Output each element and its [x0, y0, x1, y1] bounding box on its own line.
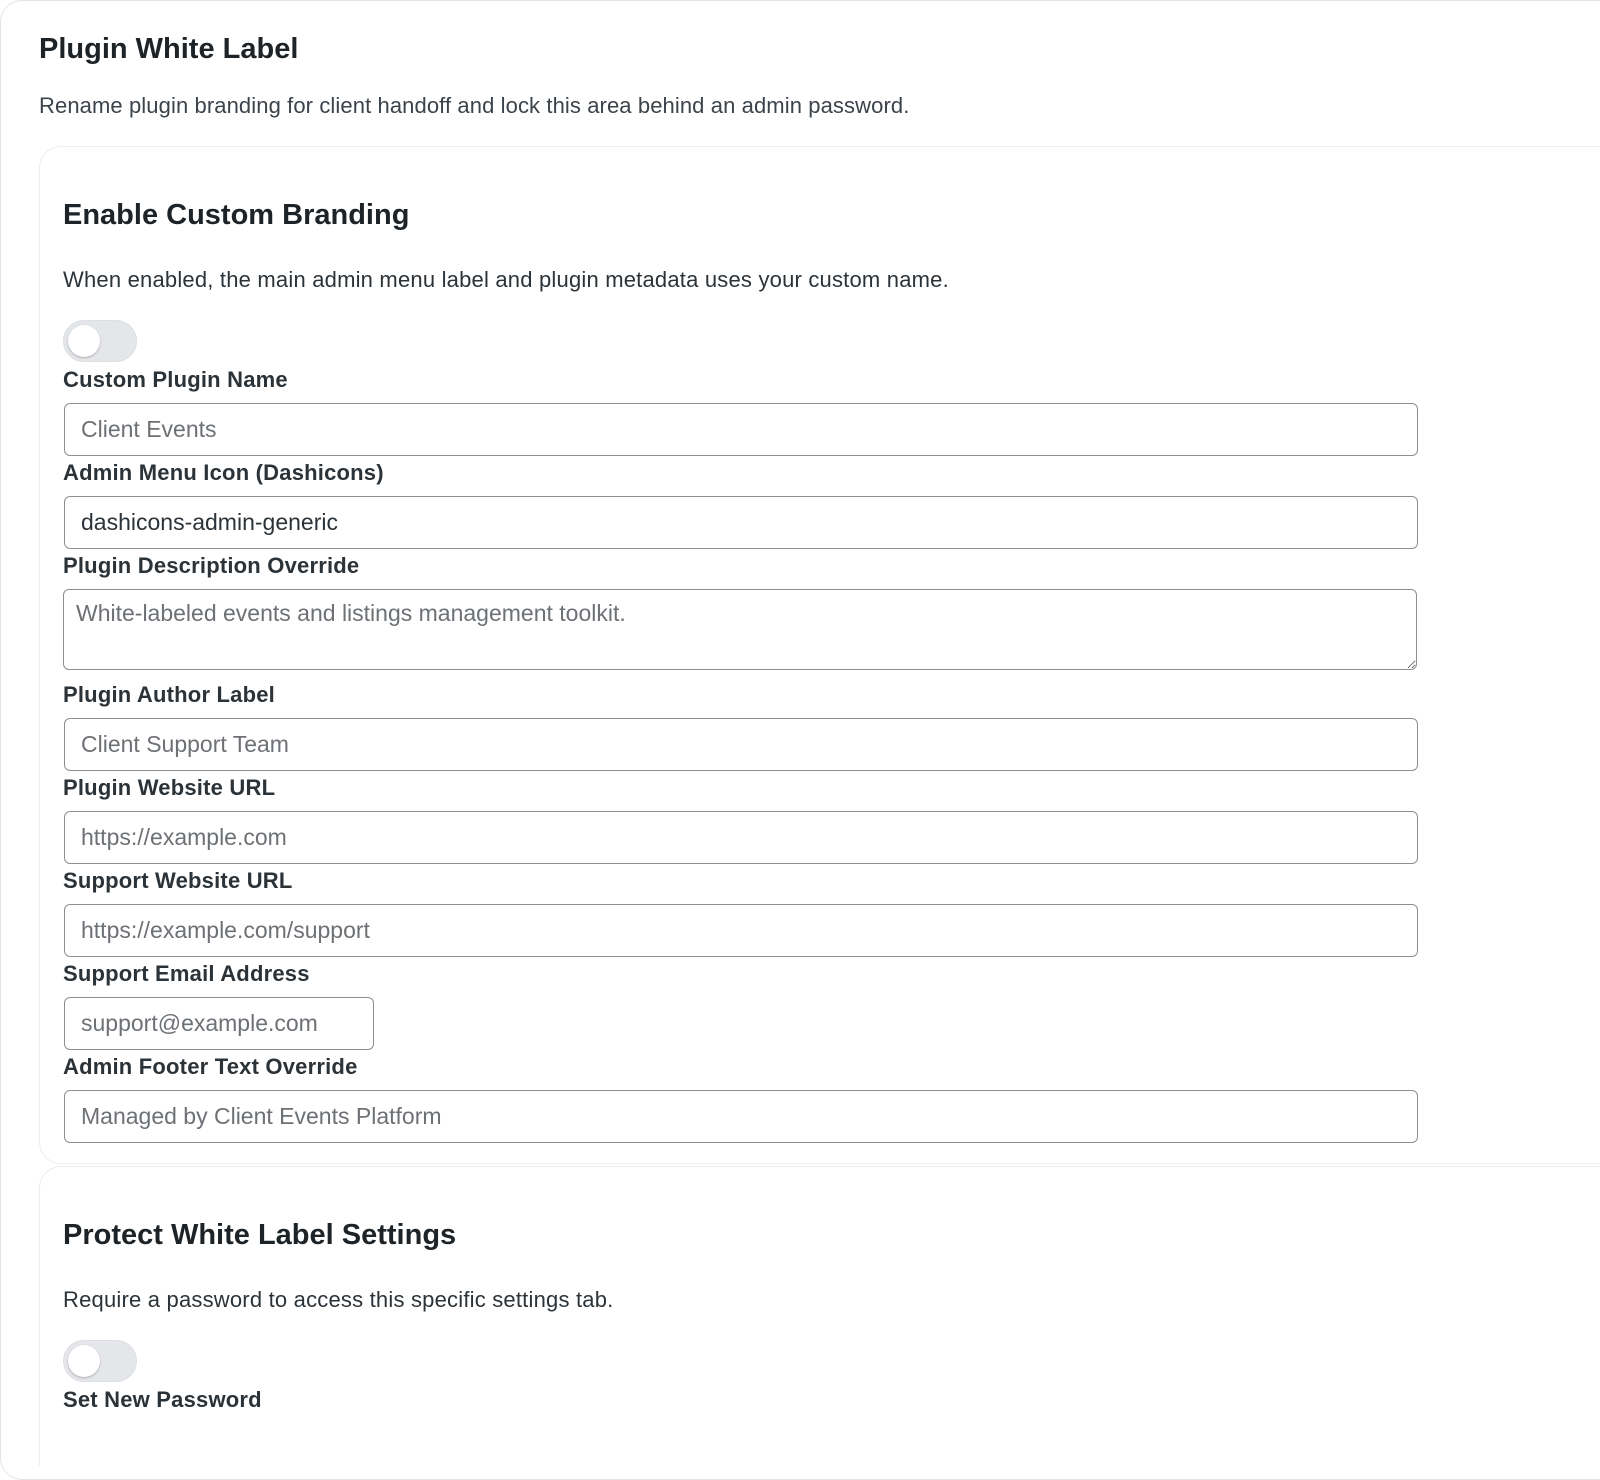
custom-branding-card: [39, 146, 1600, 1164]
plugin-website-label: Plugin Website URL: [63, 775, 276, 800]
toggle-knob: [68, 1345, 100, 1377]
toggle-knob: [68, 325, 100, 357]
admin-footer-label: Admin Footer Text Override: [63, 1054, 358, 1079]
plugin-author-label: Plugin Author Label: [63, 682, 275, 707]
protect-settings-card: [39, 1166, 1600, 1466]
page-description: Rename plugin branding for client handoff and lock this area behind an admin password.: [39, 93, 910, 118]
custom-plugin-name-label: Custom Plugin Name: [63, 367, 288, 392]
support-email-label: Support Email Address: [63, 961, 310, 986]
plugin-description-label: Plugin Description Override: [63, 553, 360, 578]
admin-menu-icon-label: Admin Menu Icon (Dashicons): [63, 460, 384, 485]
admin-menu-icon-input[interactable]: [64, 496, 1418, 549]
page-title: Plugin White Label: [39, 33, 299, 65]
protect-settings-title: Protect White Label Settings: [63, 1219, 457, 1251]
support-email-input[interactable]: [64, 997, 374, 1050]
support-website-input[interactable]: [64, 904, 1418, 957]
plugin-website-input[interactable]: [64, 811, 1418, 864]
custom-branding-description: When enabled, the main admin menu label and plugin metadata uses your custom name.: [63, 267, 949, 292]
plugin-description-textarea[interactable]: [63, 589, 1417, 670]
support-website-label: Support Website URL: [63, 868, 293, 893]
plugin-author-input[interactable]: [64, 718, 1418, 771]
protect-settings-toggle[interactable]: [63, 1340, 137, 1382]
protect-settings-description: Require a password to access this specific settings tab.: [63, 1287, 614, 1312]
custom-branding-toggle[interactable]: [63, 320, 137, 362]
set-new-password-label: Set New Password: [63, 1387, 262, 1412]
custom-branding-title: Enable Custom Branding: [63, 199, 410, 231]
admin-footer-input[interactable]: [64, 1090, 1418, 1143]
custom-plugin-name-input[interactable]: [64, 403, 1418, 456]
